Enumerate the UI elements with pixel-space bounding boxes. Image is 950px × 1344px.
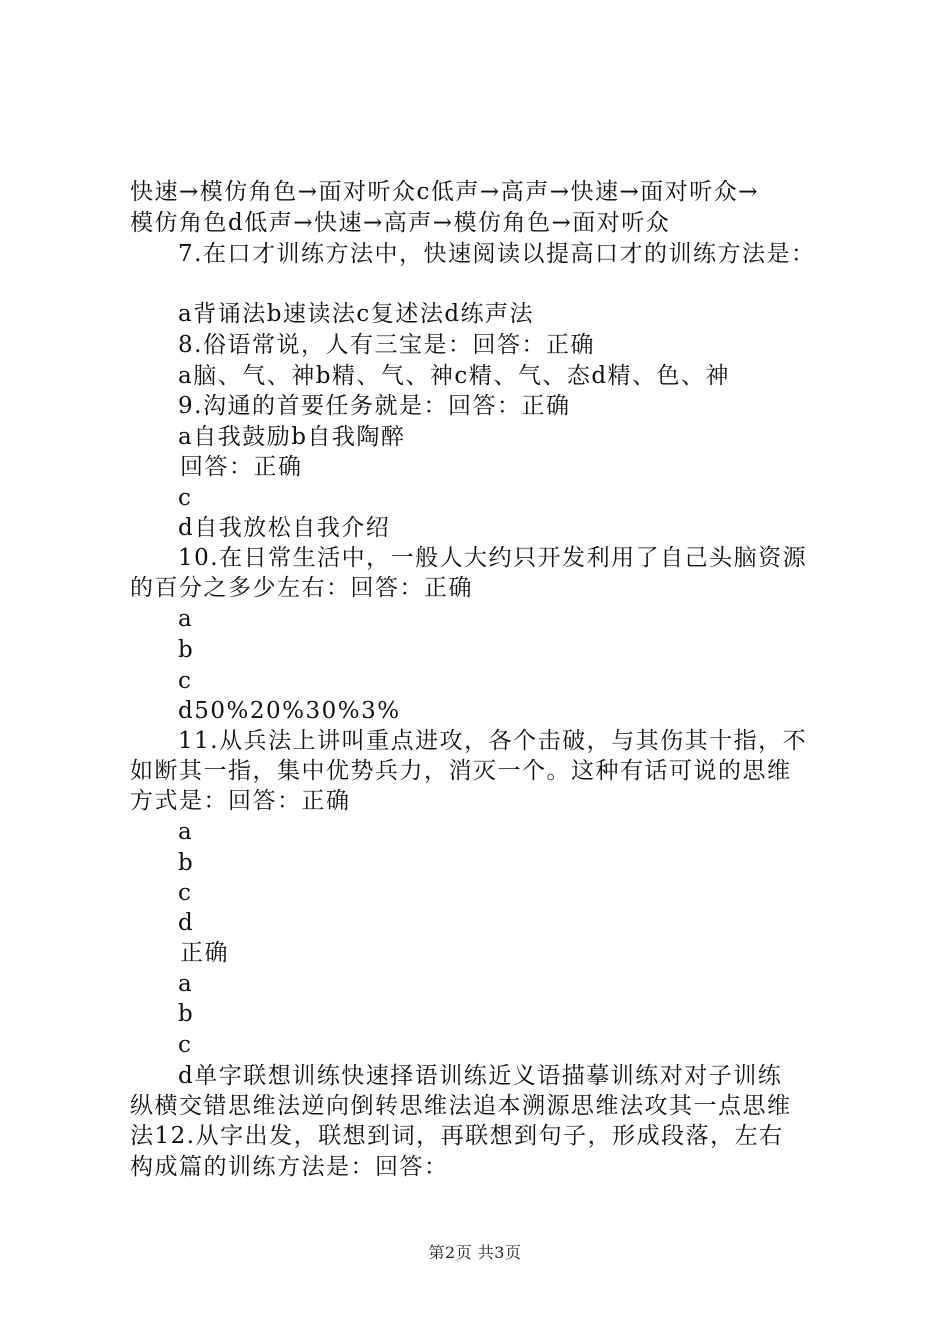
options-11-d: d单字联想训练快速择语训练近义语描摹训练对对子训练 (178, 1063, 783, 1089)
text-line: 模仿角色d低声→快速→高声→模仿角色→面对听众 (130, 210, 671, 236)
option-letter: b (178, 850, 195, 876)
question-12: 法12.从字出发，联想到词，再联想到句子，形成段落，左右 (130, 1123, 784, 1149)
text-line: 纵横交错思维法逆向倒转思维法追本溯源思维法攻其一点思维 (130, 1093, 792, 1119)
option-letter: a (178, 971, 194, 997)
question-10-cont: 的百分之多少左右：回答：正确 (130, 575, 473, 601)
options-8: a脑、气、神b精、气、神c精、气、态d精、色、神 (178, 363, 731, 389)
question-9: 9.沟通的首要任务就是：回答：正确 (178, 393, 571, 419)
question-11-cont: 方式是：回答：正确 (130, 788, 351, 814)
option-letter: b (178, 637, 195, 663)
options-7: a背诵法b速读法c复述法d练声法 (178, 301, 535, 327)
option-letter: a (178, 819, 194, 845)
option-letter: b (178, 1001, 195, 1027)
question-8: 8.俗语常说，人有三宝是：回答：正确 (178, 332, 595, 358)
options-10-d: d50%20%30%3% (178, 698, 401, 724)
question-11: 11.从兵法上讲叫重点进攻，各个击破，与其伤其十指，不 (178, 728, 808, 754)
options-9-d: d自我放松自我介绍 (178, 515, 391, 541)
question-11-cont: 如断其一指，集中优势兵力，消灭一个。这种有话可说的思维 (130, 758, 792, 784)
option-letter: a (178, 606, 194, 632)
option-letter: d (178, 910, 195, 936)
option-letter: c (178, 485, 193, 511)
options-9: a自我鼓励b自我陶醉 (178, 424, 406, 450)
text-line: 快速→模仿角色→面对听众c低声→高声→快速→面对听众→ (130, 179, 760, 205)
page-footer: 第2页 共3页 (428, 1243, 522, 1262)
option-letter: c (178, 668, 193, 694)
question-7: 7.在口才训练方法中，快速阅读以提高口才的训练方法是： (178, 241, 816, 267)
option-letter: c (178, 1032, 193, 1058)
option-letter: c (178, 880, 193, 906)
question-12-cont: 构成篇的训练方法是：回答： (130, 1154, 449, 1180)
answer-line: 正确 (180, 940, 229, 966)
question-10: 10.在日常生活中，一般人大约只开发利用了自己头脑资源 (178, 545, 808, 571)
answer-line: 回答：正确 (180, 454, 303, 480)
